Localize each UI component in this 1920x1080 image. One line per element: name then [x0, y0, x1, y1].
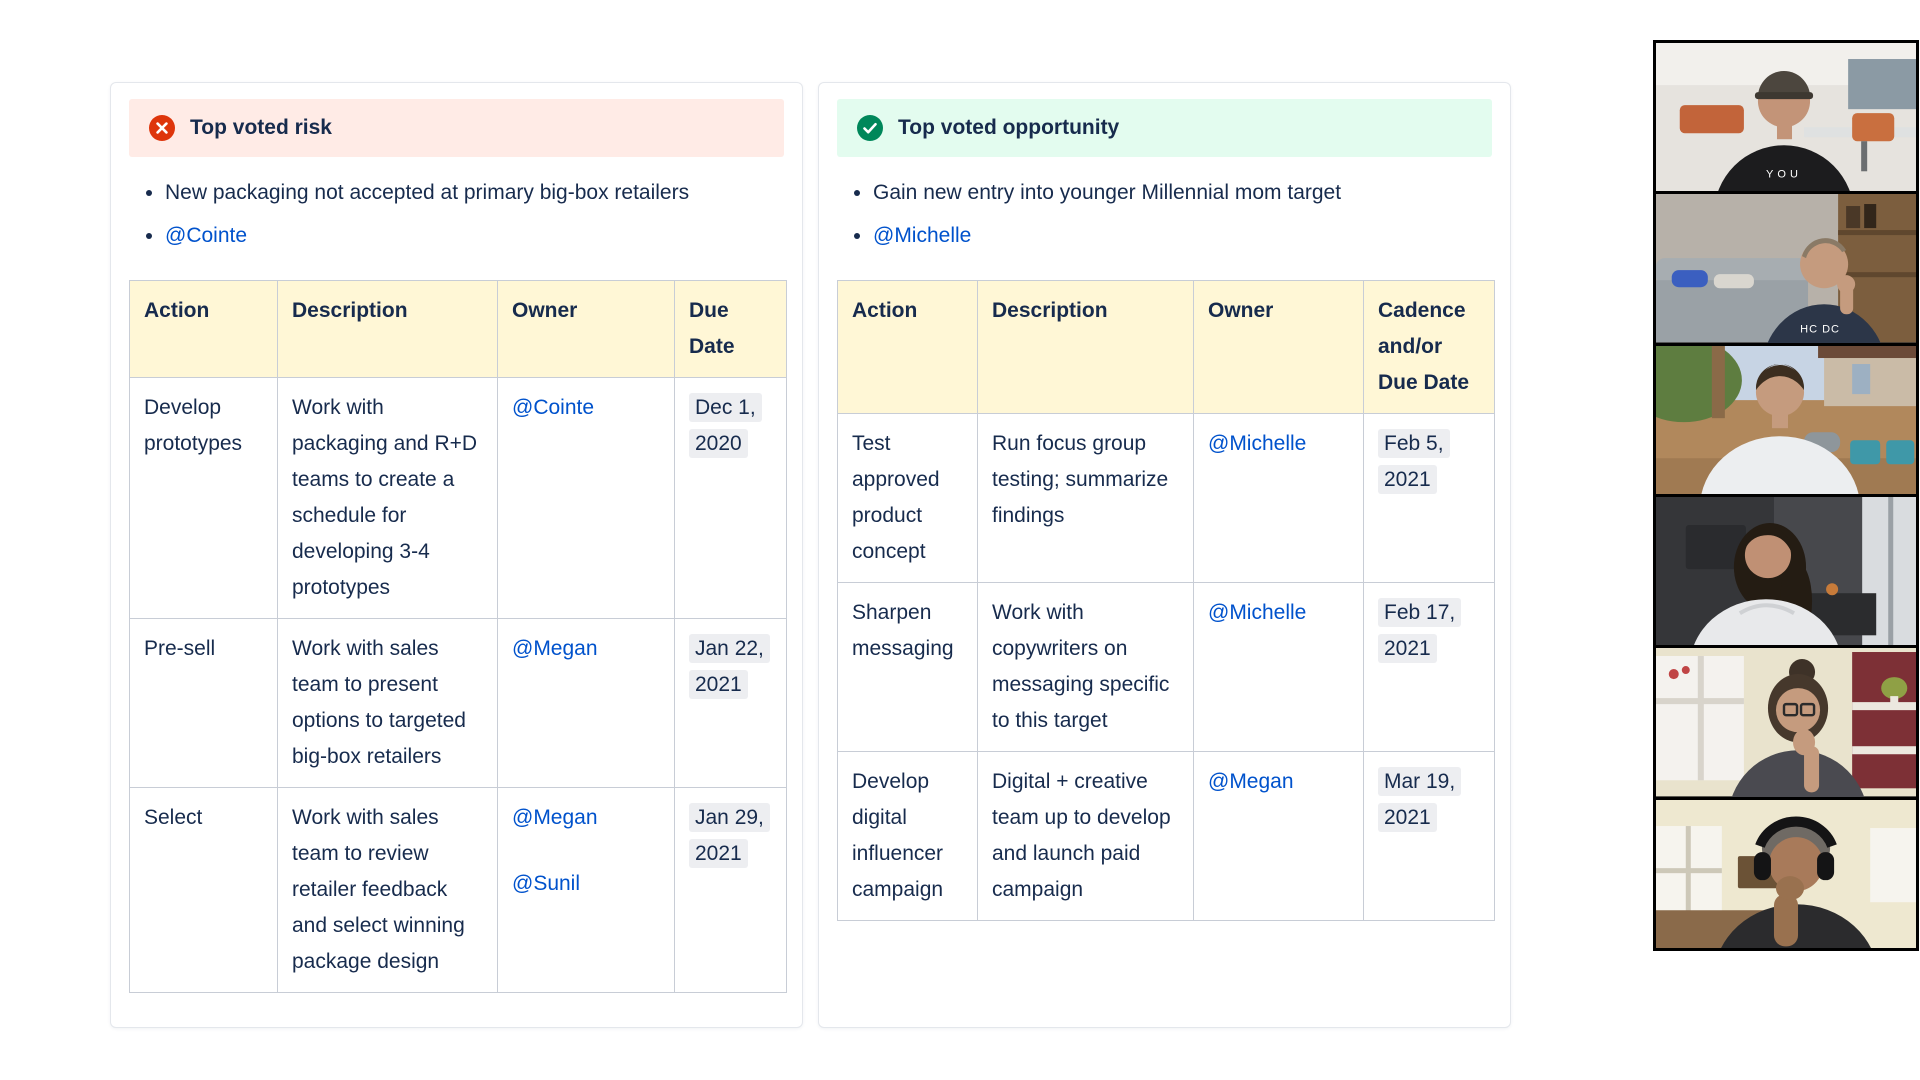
risk-actions-table [129, 280, 787, 993]
table-row [838, 752, 1495, 921]
description-cell: Digital + creative team up to develop and launch paid campaign [978, 752, 1194, 921]
opportunity-bullet-text: • Gain new entry into younger Millennial mom target [873, 177, 1492, 210]
date-lozenge: Dec 1, 2020 [689, 393, 762, 458]
owner-cell [1194, 414, 1364, 583]
mention-link[interactable]: @Megan [1208, 770, 1294, 794]
due-date-cell [675, 788, 787, 993]
action-cell: Select [130, 788, 278, 993]
mention-link[interactable]: @Megan [512, 637, 598, 661]
description-cell: Work with sales team to present options to targeted big-box retailers [278, 619, 498, 788]
description-cell: Run focus group testing; summarize findings [978, 414, 1194, 583]
mention-link[interactable]: @Michelle [1208, 432, 1307, 456]
opportunity-actions-table [837, 280, 1495, 921]
table-row [130, 619, 787, 788]
opportunity-bullet-mention-item [873, 220, 1492, 253]
shirt-text: HC DC [1800, 323, 1841, 336]
shirt-text: YOU [1766, 168, 1802, 181]
risk-banner-title: Top voted risk [190, 116, 332, 139]
date-lozenge: Feb 5, 2021 [1378, 429, 1450, 494]
action-cell: Test approved product concept [838, 414, 978, 583]
description-cell: Work with copywriters on messaging specific to this target [978, 583, 1194, 752]
participant-4-video [1656, 497, 1916, 645]
owner-cell [1194, 752, 1364, 921]
date-lozenge: Mar 19, 2021 [1378, 767, 1461, 832]
date-lozenge: Jan 22, 2021 [689, 634, 770, 699]
header-action: Action [838, 281, 978, 414]
description-cell: Work with sales team to review retailer feedback and select winning package design [278, 788, 498, 993]
mention-link[interactable]: @Megan [512, 806, 598, 830]
participant-6-video [1656, 800, 1916, 948]
risk-bullet-list [129, 177, 784, 252]
opportunity-panel [818, 82, 1511, 1028]
mention-link[interactable]: @Michelle [1208, 601, 1307, 625]
opportunity-banner [837, 99, 1492, 157]
table-row [130, 378, 787, 619]
opportunity-banner-title: Top voted opportunity [898, 116, 1120, 139]
due-date-cell [1364, 414, 1495, 583]
video-tile-participant-2[interactable] [1656, 194, 1916, 342]
header-owner: Owner [498, 281, 675, 378]
mention-link[interactable]: @Cointe [165, 223, 248, 247]
mention-link[interactable]: @Sunil [512, 872, 581, 896]
action-cell: Develop prototypes [130, 378, 278, 619]
table-header-row [130, 281, 787, 378]
header-cadence-due-date: Cadence and/or Due Date [1364, 281, 1495, 414]
participant-1-video [1656, 43, 1916, 191]
date-lozenge: Feb 17, 2021 [1378, 598, 1461, 663]
video-tile-participant-3[interactable] [1656, 346, 1916, 494]
action-cell: Develop digital influencer campaign [838, 752, 978, 921]
owner-cell [498, 788, 675, 993]
action-cell: Sharpen messaging [838, 583, 978, 752]
risk-bullet-text: • New packaging not accepted at primary big-box retailers [165, 177, 784, 210]
participant-5-video [1656, 648, 1916, 796]
due-date-cell [675, 619, 787, 788]
header-due-date: Due Date [675, 281, 787, 378]
risk-bullet-mention-item [165, 220, 784, 253]
table-header-row [838, 281, 1495, 414]
video-tile-participant-4[interactable] [1656, 497, 1916, 645]
participant-2-video [1656, 194, 1916, 342]
error-icon [149, 115, 175, 141]
participant-3-video [1656, 346, 1916, 494]
header-description: Description [278, 281, 498, 378]
table-row [838, 414, 1495, 583]
due-date-cell [1364, 752, 1495, 921]
table-row [838, 583, 1495, 752]
video-tile-participant-5[interactable] [1656, 648, 1916, 796]
owner-cell [498, 378, 675, 619]
header-action: Action [130, 281, 278, 378]
date-lozenge: Jan 29, 2021 [689, 803, 770, 868]
owner-cell [498, 619, 675, 788]
action-cell: Pre-sell [130, 619, 278, 788]
mention-link[interactable]: @Michelle [873, 223, 972, 247]
due-date-cell [675, 378, 787, 619]
mention-link[interactable]: @Cointe [512, 396, 595, 420]
opportunity-bullet-list [837, 177, 1492, 252]
header-description: Description [978, 281, 1194, 414]
table-row [130, 788, 787, 993]
risk-banner [129, 99, 784, 157]
video-tile-participant-6[interactable] [1656, 800, 1916, 948]
risk-panel [110, 82, 803, 1028]
description-cell: Work with packaging and R+D teams to create a schedule for developing 3-4 prototypes [278, 378, 498, 619]
header-owner: Owner [1194, 281, 1364, 414]
video-call-strip [1653, 40, 1919, 951]
video-tile-participant-1[interactable] [1656, 43, 1916, 191]
due-date-cell [1364, 583, 1495, 752]
success-check-icon [857, 115, 883, 141]
owner-cell [1194, 583, 1364, 752]
